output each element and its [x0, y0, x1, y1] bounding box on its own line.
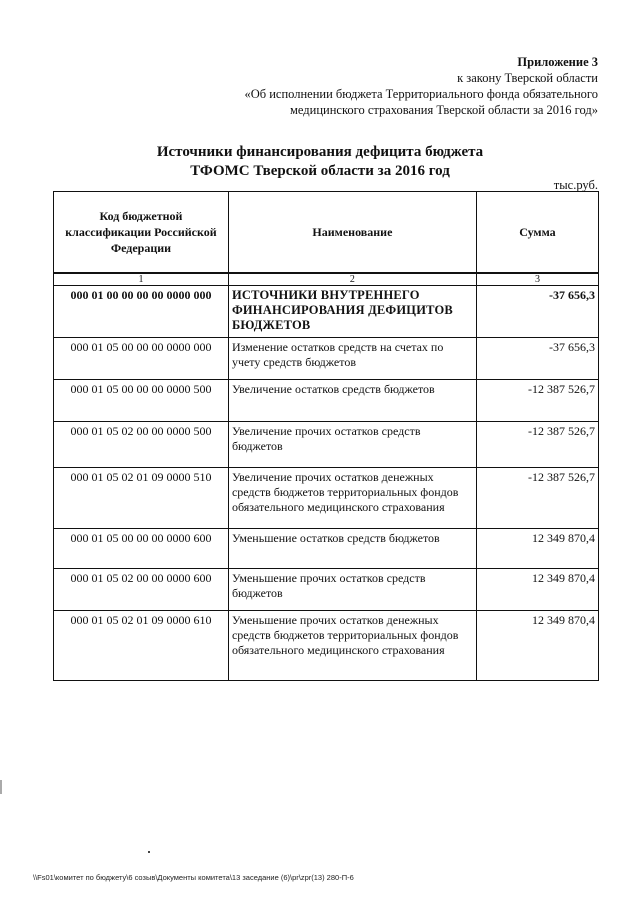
table-row: [54, 468, 599, 529]
file-path-footer: \\Fs01\комитет по бюджету\6 созыв\Документы комитета\13 заседание (6)\pr\zpr(13) 280-П-6: [33, 873, 354, 882]
appendix-line: «Об исполнении бюджета Территориального фонда обязательного: [244, 87, 598, 101]
scan-speck: [148, 851, 150, 853]
header-amount: Сумма: [476, 192, 598, 274]
row-name: Уменьшение прочих остатков средств бюджетов: [228, 569, 476, 611]
appendix-block: [244, 54, 598, 118]
appendix-line: медицинского страхования Тверской области за 2016 год»: [289, 103, 598, 117]
row-name: Увеличение прочих остатков средств бюджетов: [228, 422, 476, 468]
appendix-title: Приложение 3: [517, 55, 598, 69]
document-title-line1: Источники финансирования дефицита бюджета: [156, 144, 484, 160]
document-title: [0, 143, 640, 181]
table-row: [54, 286, 599, 338]
table-row: [54, 380, 599, 422]
table-row: [54, 569, 599, 611]
column-number-row: [54, 273, 599, 286]
sources-table: [53, 191, 599, 681]
row-code: 000 01 05 02 01 09 0000 610: [54, 611, 229, 681]
table-row: [54, 338, 599, 380]
row-name: ИСТОЧНИКИ ВНУТРЕННЕГО ФИНАНСИРОВАНИЯ ДЕФИЦИТОВ БЮДЖЕТОВ: [228, 286, 476, 338]
row-amount: -37 656,3: [476, 338, 598, 380]
scan-edge-mark: [0, 780, 2, 794]
document-title-line2: ТФОМС Тверской области за 2016 год: [190, 163, 450, 179]
units-label: тыс.руб.: [553, 178, 598, 192]
row-amount: -12 387 526,7: [476, 422, 598, 468]
header-name: Наименование: [228, 192, 476, 274]
appendix-line: к закону Тверской области: [457, 71, 598, 85]
column-number: 1: [54, 273, 229, 286]
header-code: Код бюджетной классификации Российской Федерации: [54, 192, 229, 274]
row-code: 000 01 05 02 00 00 0000 500: [54, 422, 229, 468]
table-header-row: [54, 192, 599, 274]
row-amount: -37 656,3: [476, 286, 598, 338]
row-code: 000 01 05 00 00 00 0000 600: [54, 529, 229, 569]
row-name: Увеличение остатков средств бюджетов: [228, 380, 476, 422]
row-amount: 12 349 870,4: [476, 529, 598, 569]
table-row: [54, 422, 599, 468]
column-number: 3: [476, 273, 598, 286]
row-code: 000 01 05 00 00 00 0000 000: [54, 338, 229, 380]
row-amount: -12 387 526,7: [476, 380, 598, 422]
row-code: 000 01 05 02 00 00 0000 600: [54, 569, 229, 611]
row-name: Уменьшение прочих остатков денежных средств бюджетов территориальных фондов обязательного медицинского страхования: [228, 611, 476, 681]
row-name: Изменение остатков средств на счетах по учету средств бюджетов: [228, 338, 476, 380]
row-name: Увеличение прочих остатков денежных средств бюджетов территориальных фондов обязательного медицинского страхования: [228, 468, 476, 529]
row-code: 000 01 05 00 00 00 0000 500: [54, 380, 229, 422]
row-amount: -12 387 526,7: [476, 468, 598, 529]
row-name: Уменьшение остатков средств бюджетов: [228, 529, 476, 569]
row-code: 000 01 05 02 01 09 0000 510: [54, 468, 229, 529]
row-code: 000 01 00 00 00 00 0000 000: [54, 286, 229, 338]
table-row: [54, 611, 599, 681]
table-row: [54, 529, 599, 569]
column-number: 2: [228, 273, 476, 286]
row-amount: 12 349 870,4: [476, 611, 598, 681]
row-amount: 12 349 870,4: [476, 569, 598, 611]
